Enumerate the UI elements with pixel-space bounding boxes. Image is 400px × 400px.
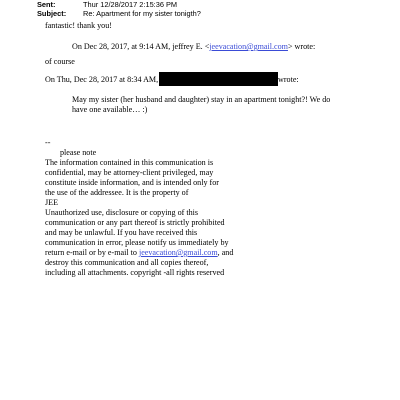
subject-label: Subject: — [37, 9, 67, 18]
signature-dashes: -- — [45, 138, 51, 147]
disclaimer-line-3: constitute inside information, and is intended only for — [45, 178, 219, 187]
quote1-email-link[interactable]: jeevacation@gmail.com — [209, 42, 288, 51]
notify-suffix: , and — [217, 248, 234, 257]
disclaimer-line-1: The information contained in this communication is — [45, 158, 214, 167]
disclaimer-line-5: JEE — [45, 198, 59, 207]
redaction-box — [159, 72, 278, 86]
quote1-body: of course — [45, 57, 75, 66]
notify-email-link[interactable]: jeevacation@gmail.com — [138, 248, 218, 257]
reply-message: fantastic! thank you! — [45, 21, 112, 30]
subject-value: Re: Apartment for my sister tonigth? — [83, 9, 201, 18]
disclaimer-notify-line — [45, 248, 233, 258]
disclaimer-line-2: confidential, may be attorney-client privileged, may — [45, 168, 214, 177]
disclaimer-line-8: and may be unlawful. If you have received this — [45, 228, 198, 237]
quote1-prefix: On Dec 28, 2017, at 9:14 AM, jeffrey E. < — [72, 42, 210, 51]
sent-row — [37, 0, 177, 9]
quote2-body-line-2: have one available… :) — [72, 105, 148, 114]
disclaimer-line-7: communication or any part thereof is strictly prohibited — [45, 218, 225, 227]
quote1-header — [72, 42, 315, 52]
quote2-suffix: wrote: — [278, 75, 299, 84]
disclaimer-line-6: Unauthorized use, disclosure or copying of this — [45, 208, 199, 217]
notify-prefix: return e-mail or by e-mail to — [45, 248, 139, 257]
subject-row — [37, 9, 201, 18]
quote2-prefix: On Thu, Dec 28, 2017 at 8:34 AM, — [45, 75, 159, 84]
disclaimer-closing-line-2: including all attachments. copyright -all rights reserved — [45, 268, 225, 277]
disclaimer-line-4: the use of the addressee. It is the property of — [45, 188, 189, 197]
quote1-suffix: > wrote: — [287, 42, 316, 51]
sent-label: Sent: — [37, 0, 56, 9]
disclaimer-closing-line-1: destroy this communication and all copies thereof, — [45, 258, 209, 267]
sent-value: Thur 12/28/2017 2:15:36 PM — [83, 0, 178, 9]
disclaimer-line-9: communication in error, please notify us immediately by — [45, 238, 229, 247]
note-heading: please note — [60, 148, 97, 157]
quote2-body-line-1: May my sister (her husband and daughter) stay in an apartment tonight?! We do — [72, 95, 331, 104]
